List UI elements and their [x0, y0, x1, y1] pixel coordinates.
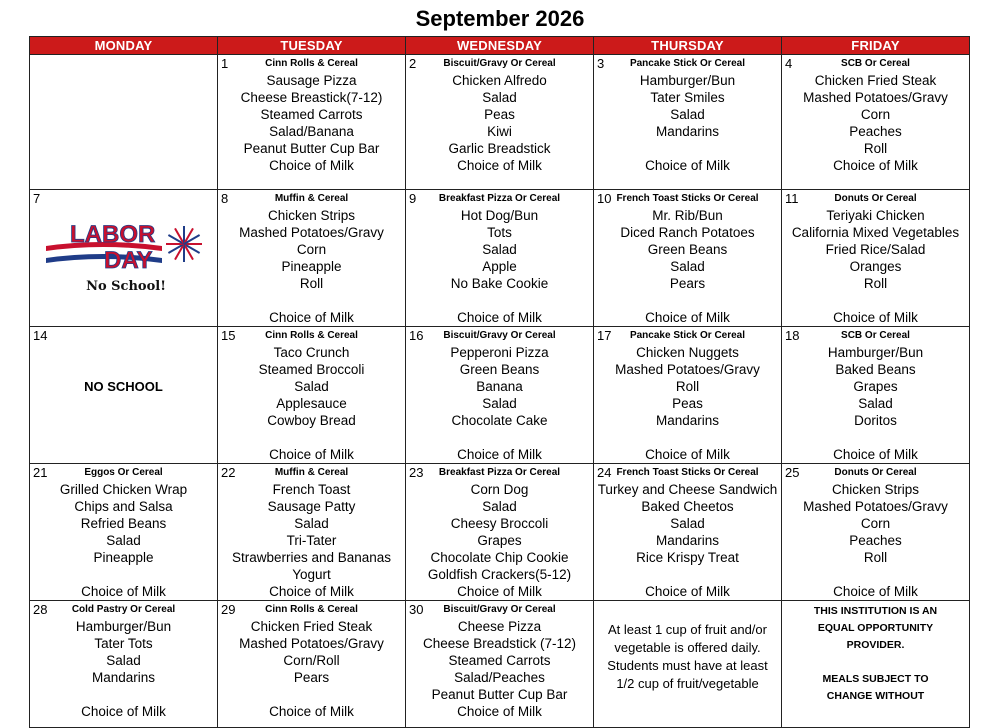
day-cell: [594, 601, 782, 728]
day-number: 29: [221, 602, 236, 617]
menu-item: Chocolate Cake: [451, 413, 548, 428]
menu-item: Corn/Roll: [283, 653, 340, 668]
menu-item: Roll: [863, 550, 888, 565]
menu-item: Choice of Milk: [81, 704, 166, 719]
breakfast-option: French Toast Sticks Or Cereal: [616, 467, 759, 478]
menu-item: Chicken Fried Steak: [814, 73, 937, 88]
day-cell: [406, 55, 594, 190]
day-content: [218, 327, 405, 463]
day-cell: [782, 190, 970, 327]
menu-item: Diced Ranch Potatoes: [620, 225, 755, 240]
menu-item: [218, 686, 405, 703]
day-content: [218, 190, 405, 326]
day-cell: [30, 601, 218, 728]
menu-item: Chocolate Chip Cookie: [430, 550, 569, 565]
breakfast-option: Biscuit/Gravy Or Cereal: [443, 330, 556, 341]
menu-item: Roll: [675, 379, 700, 394]
menu-item: Peaches: [849, 124, 902, 139]
menu-item: Green Beans: [459, 362, 540, 377]
day-content: [782, 327, 969, 463]
menu-item: Pears: [293, 670, 330, 685]
menu-item: Salad: [294, 379, 329, 394]
menu-item: Mandarins: [655, 533, 720, 548]
equal-opportunity-notice: [782, 601, 969, 705]
menu-item: [594, 140, 781, 157]
day-number: 30: [409, 602, 424, 617]
menu-item: Corn: [860, 516, 891, 531]
breakfast-option: Muffin & Cereal: [274, 467, 349, 478]
day-content: [782, 601, 969, 727]
week-row: [30, 55, 970, 190]
day-cell: [406, 190, 594, 327]
menu-item: Turkey and Cheese Sandwich: [597, 482, 778, 497]
notice-line: [782, 654, 969, 671]
menu-item: Salad: [482, 499, 517, 514]
menu-item: Salad: [670, 107, 705, 122]
day-number: 25: [785, 465, 800, 480]
breakfast-option: Breakfast Pizza Or Cereal: [438, 467, 561, 478]
menu-item: Yogurt: [292, 567, 331, 582]
menu-item: Mandarins: [655, 124, 720, 139]
menu-item: Apple: [482, 259, 517, 274]
menu-item: Hamburger/Bun: [75, 619, 172, 634]
menu-item: Salad/Banana: [269, 124, 354, 139]
menu-item: [594, 566, 781, 583]
no-school-subtitle: No School!: [86, 279, 166, 294]
menu-item: Mashed Potatoes/Gravy: [239, 225, 384, 240]
week-row: [30, 601, 970, 728]
note-line: Students must have at least: [607, 658, 768, 673]
menu-item: Choice of Milk: [833, 447, 918, 462]
menu-item: Mandarins: [655, 413, 720, 428]
menu-item: Teriyaki Chicken: [826, 208, 925, 223]
menu-item: [594, 429, 781, 446]
menu-item: Sausage Pizza: [266, 73, 357, 88]
menu-item: Choice of Milk: [645, 310, 730, 325]
menu-item: California Mixed Vegetables: [791, 225, 960, 240]
menu-item: Sausage Patty: [267, 499, 356, 514]
weekday-header: FRIDAY: [782, 37, 970, 55]
menu-item: Banana: [476, 379, 523, 394]
menu-item: Salad: [294, 516, 329, 531]
menu-item: Salad/Peaches: [454, 670, 545, 685]
day-content: [406, 55, 593, 189]
day-number: 3: [597, 56, 605, 71]
day-cell: [30, 190, 218, 327]
menu-item: Choice of Milk: [645, 447, 730, 462]
menu-item: Grapes: [477, 533, 522, 548]
menu-item: Tater Tots: [94, 636, 153, 651]
menu-item: Hot Dog/Bun: [460, 208, 539, 223]
menu-item: Mr. Rib/Bun: [652, 208, 723, 223]
menu-item: [406, 429, 593, 446]
day-cell: [782, 327, 970, 464]
day-cell: [30, 55, 218, 190]
menu-item: [594, 292, 781, 309]
menu-item: Choice of Milk: [269, 447, 354, 462]
menu-item: Chicken Nuggets: [636, 345, 739, 360]
day-number: 7: [33, 191, 41, 206]
day-number: 11: [785, 191, 799, 206]
breakfast-option: SCB Or Cereal: [841, 330, 910, 341]
day-number: 22: [221, 465, 236, 480]
day-word: DAY: [104, 247, 153, 274]
breakfast-option: Cinn Rolls & Cereal: [265, 604, 358, 615]
menu-item: No Bake Cookie: [450, 276, 549, 291]
day-number: 9: [409, 191, 417, 206]
menu-item: Goldfish Crackers(5-12): [427, 567, 572, 582]
menu-item: Pepperoni Pizza: [450, 345, 549, 360]
menu-item: Salad: [482, 242, 517, 257]
day-content: [782, 464, 969, 600]
day-cell: [782, 601, 970, 728]
day-content: [218, 601, 405, 727]
menu-item: Grapes: [853, 379, 898, 394]
day-number: 28: [33, 602, 48, 617]
breakfast-option: Donuts Or Cereal: [834, 467, 917, 478]
labor-day-logo: [42, 216, 210, 296]
menu-item: Salad: [106, 533, 141, 548]
day-content: [406, 190, 593, 326]
notice-line: PROVIDER.: [846, 639, 905, 651]
menu-item: Green Beans: [647, 242, 728, 257]
day-number: 16: [409, 328, 424, 343]
day-cell: [218, 464, 406, 601]
menu-item: Salad: [482, 90, 517, 105]
menu-item: Choice of Milk: [833, 158, 918, 173]
menu-item: Fried Rice/Salad: [825, 242, 926, 257]
menu-item: Rice Krispy Treat: [636, 550, 739, 565]
notice-line: MEALS SUBJECT TO: [822, 673, 929, 685]
weekday-header-row: [30, 37, 970, 55]
menu-item: Peas: [672, 396, 703, 411]
menu-item: Choice of Milk: [833, 310, 918, 325]
menu-item: [782, 566, 969, 583]
menu-calendar: [29, 36, 970, 728]
menu-item: Choice of Milk: [269, 584, 354, 599]
menu-item: Corn Dog: [470, 482, 529, 497]
menu-item: Roll: [863, 276, 888, 291]
menu-item: Choice of Milk: [457, 704, 542, 719]
menu-item: Choice of Milk: [457, 584, 542, 599]
notice-line: CHANGE WITHOUT: [826, 690, 925, 702]
day-number: 24: [597, 465, 612, 480]
menu-item: [30, 686, 217, 703]
menu-item: Chicken Strips: [267, 208, 356, 223]
breakfast-option: SCB Or Cereal: [841, 58, 910, 69]
menu-item: Peaches: [849, 533, 902, 548]
menu-item: Salad: [858, 396, 893, 411]
day-content: [406, 327, 593, 463]
day-number: 17: [597, 328, 612, 343]
menu-item: Choice of Milk: [269, 158, 354, 173]
breakfast-option: Pancake Stick Or Cereal: [629, 330, 746, 341]
menu-item: Garlic Breadstick: [448, 141, 551, 156]
menu-item: Cheese Breadstick (7-12): [422, 636, 577, 651]
breakfast-option: Muffin & Cereal: [274, 193, 349, 204]
day-content: [594, 464, 781, 600]
notice-line: THIS INSTITUTION IS AN: [813, 605, 938, 617]
menu-item: Chips and Salsa: [74, 499, 173, 514]
menu-item: Choice of Milk: [457, 310, 542, 325]
menu-item: Choice of Milk: [457, 158, 542, 173]
menu-item: Cheese Pizza: [457, 619, 542, 634]
menu-item: Choice of Milk: [645, 158, 730, 173]
menu-item: Cowboy Bread: [267, 413, 356, 428]
day-number: 1: [221, 56, 229, 71]
breakfast-option: French Toast Sticks Or Cereal: [616, 193, 759, 204]
day-cell: [406, 601, 594, 728]
menu-item: Kiwi: [487, 124, 512, 139]
day-cell: [782, 55, 970, 190]
menu-item: [782, 292, 969, 309]
note-line: At least 1 cup of fruit and/or: [608, 622, 767, 637]
day-content: [594, 327, 781, 463]
menu-item: Choice of Milk: [645, 584, 730, 599]
menu-item: Chicken Strips: [831, 482, 920, 497]
breakfast-option: Eggos Or Cereal: [84, 467, 163, 478]
breakfast-option: Cold Pastry Or Cereal: [71, 604, 176, 615]
menu-item: Doritos: [854, 413, 897, 428]
day-content: [594, 190, 781, 326]
day-content: [30, 601, 217, 727]
labor-word: LABOR: [70, 221, 156, 248]
menu-item: Mandarins: [91, 670, 156, 685]
menu-item: Salad: [670, 516, 705, 531]
day-cell: [594, 55, 782, 190]
menu-item: [218, 429, 405, 446]
menu-item: Choice of Milk: [457, 447, 542, 462]
menu-item: Hamburger/Bun: [827, 345, 924, 360]
menu-item: Corn: [860, 107, 891, 122]
menu-item: Steamed Carrots: [448, 653, 551, 668]
day-content: [406, 464, 593, 600]
menu-item: Tater Smiles: [650, 90, 725, 105]
menu-item: Steamed Broccoli: [258, 362, 365, 377]
menu-item: Pears: [669, 276, 706, 291]
menu-item: Refried Beans: [80, 516, 167, 531]
day-cell: [782, 464, 970, 601]
menu-item: Tri-Tater: [286, 533, 337, 548]
day-number: 8: [221, 191, 229, 206]
day-number: 10: [597, 191, 612, 206]
menu-item: Chicken Fried Steak: [250, 619, 373, 634]
day-content: [30, 190, 217, 326]
notice-line: EQUAL OPPORTUNITY: [817, 622, 934, 634]
menu-item: Peanut Butter Cup Bar: [243, 141, 380, 156]
page-title: September 2026: [415, 6, 585, 31]
menu-item: Corn: [296, 242, 327, 257]
day-content: [782, 55, 969, 189]
fruit-veg-note: [594, 601, 781, 693]
menu-item: Hamburger/Bun: [639, 73, 736, 88]
menu-item: [406, 292, 593, 309]
menu-item: Chicken Alfredo: [452, 73, 547, 88]
day-content: [30, 327, 217, 463]
day-cell: [594, 464, 782, 601]
menu-item: Mashed Potatoes/Gravy: [803, 90, 948, 105]
menu-item: Roll: [863, 141, 888, 156]
day-cell: [218, 601, 406, 728]
menu-item: Grilled Chicken Wrap: [59, 482, 188, 497]
day-content: [782, 190, 969, 326]
day-number: 21: [33, 465, 48, 480]
menu-item: [30, 566, 217, 583]
menu-item: Mashed Potatoes/Gravy: [239, 636, 384, 651]
breakfast-option: Biscuit/Gravy Or Cereal: [443, 604, 556, 615]
menu-item: Oranges: [849, 259, 902, 274]
day-number: 4: [785, 56, 793, 71]
day-cell: [594, 190, 782, 327]
week-row: [30, 327, 970, 464]
menu-item: French Toast: [272, 482, 351, 497]
day-cell: [218, 327, 406, 464]
day-number: 23: [409, 465, 424, 480]
menu-item: Salad: [106, 653, 141, 668]
menu-item: Strawberries and Bananas: [231, 550, 392, 565]
day-content: [30, 55, 217, 189]
day-content: [594, 601, 781, 727]
day-cell: [30, 327, 218, 464]
menu-item: Roll: [299, 276, 324, 291]
menu-item: Pineapple: [93, 550, 154, 565]
day-content: [406, 601, 593, 727]
menu-item: Choice of Milk: [269, 704, 354, 719]
day-number: 15: [221, 328, 236, 343]
menu-item: Baked Cheetos: [641, 499, 734, 514]
menu-item: Salad: [670, 259, 705, 274]
day-cell: [218, 190, 406, 327]
menu-item: Tots: [487, 225, 512, 240]
note-line: vegetable is offered daily.: [614, 640, 761, 655]
weekday-header: TUESDAY: [218, 37, 406, 55]
menu-item: Steamed Carrots: [260, 107, 363, 122]
menu-item: Peanut Butter Cup Bar: [431, 687, 568, 702]
breakfast-option: Donuts Or Cereal: [834, 193, 917, 204]
day-number: 2: [409, 56, 417, 71]
menu-item: Taco Crunch: [273, 345, 350, 360]
week-row: [30, 190, 970, 327]
weekday-header: WEDNESDAY: [406, 37, 594, 55]
weekday-header: THURSDAY: [594, 37, 782, 55]
note-line: 1/2 cup of fruit/vegetable: [616, 676, 759, 691]
breakfast-option: Breakfast Pizza Or Cereal: [438, 193, 561, 204]
day-number: 18: [785, 328, 800, 343]
menu-item: Applesauce: [276, 396, 347, 411]
day-content: [218, 464, 405, 600]
menu-item: [782, 429, 969, 446]
menu-item: Mashed Potatoes/Gravy: [803, 499, 948, 514]
day-cell: [406, 464, 594, 601]
day-content: [30, 464, 217, 600]
day-cell: [594, 327, 782, 464]
day-content: [594, 55, 781, 189]
menu-item: Choice of Milk: [81, 584, 166, 599]
day-cell: [218, 55, 406, 190]
day-cell: [406, 327, 594, 464]
menu-item: Mashed Potatoes/Gravy: [615, 362, 760, 377]
day-number: 14: [33, 328, 48, 343]
menu-item: [218, 292, 405, 309]
week-row: [30, 464, 970, 601]
menu-item: Cheese Breastick(7-12): [240, 90, 383, 105]
day-content: [218, 55, 405, 189]
menu-item: Pineapple: [281, 259, 342, 274]
menu-item: Peas: [484, 107, 515, 122]
weekday-header: MONDAY: [30, 37, 218, 55]
menu-item: Choice of Milk: [269, 310, 354, 325]
menu-item: Cheesy Broccoli: [450, 516, 549, 531]
menu-item: Baked Beans: [835, 362, 916, 377]
menu-item: Salad: [482, 396, 517, 411]
no-school-label: NO SCHOOL: [84, 379, 163, 394]
breakfast-option: Biscuit/Gravy Or Cereal: [443, 58, 556, 69]
breakfast-option: Pancake Stick Or Cereal: [629, 58, 746, 69]
breakfast-option: Cinn Rolls & Cereal: [265, 330, 358, 341]
day-cell: [30, 464, 218, 601]
breakfast-option: Cinn Rolls & Cereal: [265, 58, 358, 69]
menu-item: Choice of Milk: [833, 584, 918, 599]
